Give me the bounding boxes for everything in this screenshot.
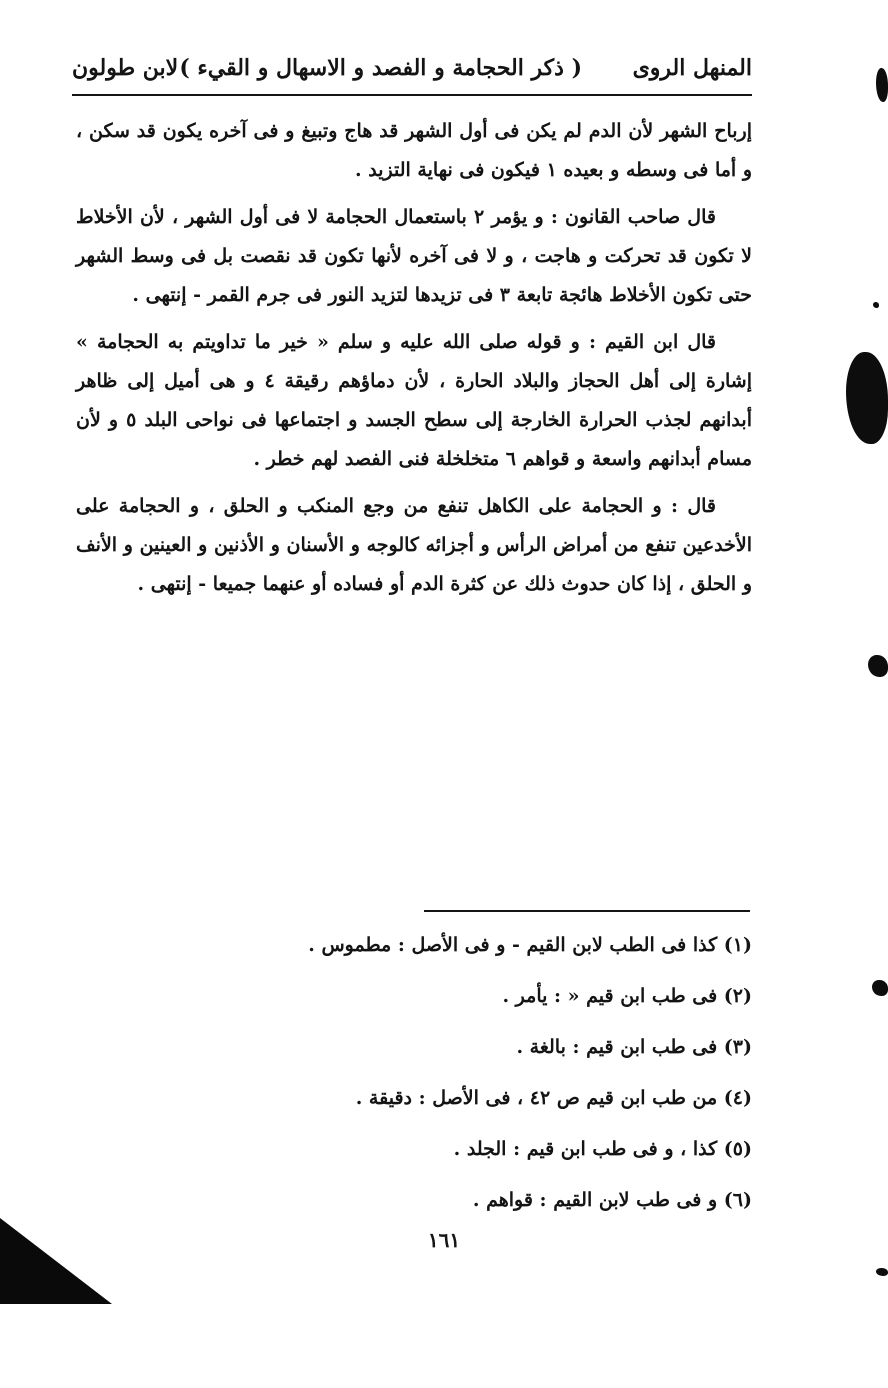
header-author: لابن طولون bbox=[72, 55, 179, 81]
footnotes bbox=[300, 920, 752, 1226]
running-header bbox=[72, 48, 752, 88]
footnote-5: (٥) كذا ، و فى طب ابن قيم : الجلد . bbox=[453, 1138, 752, 1160]
footnote-6: (٦) و فى طب لابن القيم : قواهم . bbox=[472, 1189, 752, 1211]
header-book-title: المنهل الروى bbox=[632, 55, 752, 81]
scan-speck bbox=[872, 980, 888, 996]
footnote-rule bbox=[424, 910, 750, 912]
scan-corner-shadow bbox=[0, 1218, 112, 1304]
footnote-3: (٣) فى طب ابن قيم : بالغة . bbox=[516, 1036, 752, 1058]
footnote-1: (١) كذا فى الطب لابن القيم - و فى الأصل : مطموس . bbox=[308, 934, 752, 956]
paragraph-kahil: قال : و الحجامة على الكاهل تنفع من وجع المنكب و الحلق ، و الحجامة على الأخدعين تنفع من أمراض الرأس و أجزائه كالوجه و الأسنان و الأذنين و العينين و الأنف و الحلق ، إذا كان حدوث ذلك عن كثرة الدم أو فساده أو عنهما جميعا - إنتهى . bbox=[76, 495, 752, 595]
scan-speck bbox=[876, 68, 888, 102]
header-rule bbox=[72, 94, 752, 96]
paragraph-qanun: قال صاحب القانون : و يؤمر ٢ باستعمال الحجامة لا فى أول الشهر ، لأن الأخلاط لا تكون قد تحركت و هاجت ، و لا فى آخره لأنها تكون قد نقصت بل فى وسط الشهر حتى تكون الأخلاط هائجة تابعة ٣ فى تزيدها لتزيد النور فى جرم القمر - إنتهى . bbox=[76, 206, 752, 306]
paragraph-ibn-qayyim: قال ابن القيم : و قوله صلى الله عليه و سلم « خير ما تداويتم به الحجامة » إشارة إلى أهل الحجاز والبلاد الحارة ، لأن دماؤهم رقيقة ٤ و هى أميل إلى ظاهر أبدانهم لجذب الحرارة الخارجة إلى سطح الجسد و اجتماعها فى نواحى البلد ٥ و لأن مسام أبدانهم واسعة و قواهم ٦ متخلخلة فنى الفصد لهم خطر . bbox=[76, 331, 752, 470]
main-text bbox=[76, 112, 752, 612]
paragraph-continuation: إرباح الشهر لأن الدم لم يكن فى أول الشهر قد هاج وتبيغ و فى آخره يكون قد سكن ، و أما فى وسطه و بعيده ١ فيكون فى نهاية التزيد . bbox=[76, 120, 752, 181]
scan-speck bbox=[876, 1268, 888, 1276]
page-number: ١٦١ bbox=[427, 1228, 461, 1252]
scan-speck bbox=[846, 352, 888, 444]
scan-speck bbox=[873, 302, 879, 308]
footnote-4: (٤) من طب ابن قيم ص ٤٢ ، فى الأصل : دقيقة . bbox=[355, 1087, 752, 1109]
scan-speck bbox=[868, 655, 888, 677]
footnote-2: (٢) فى طب ابن قيم « : يأمر . bbox=[502, 985, 752, 1007]
header-chapter-title: ( ذكر الحجامة و الفصد و الاسهال و القيء ) bbox=[179, 55, 582, 81]
